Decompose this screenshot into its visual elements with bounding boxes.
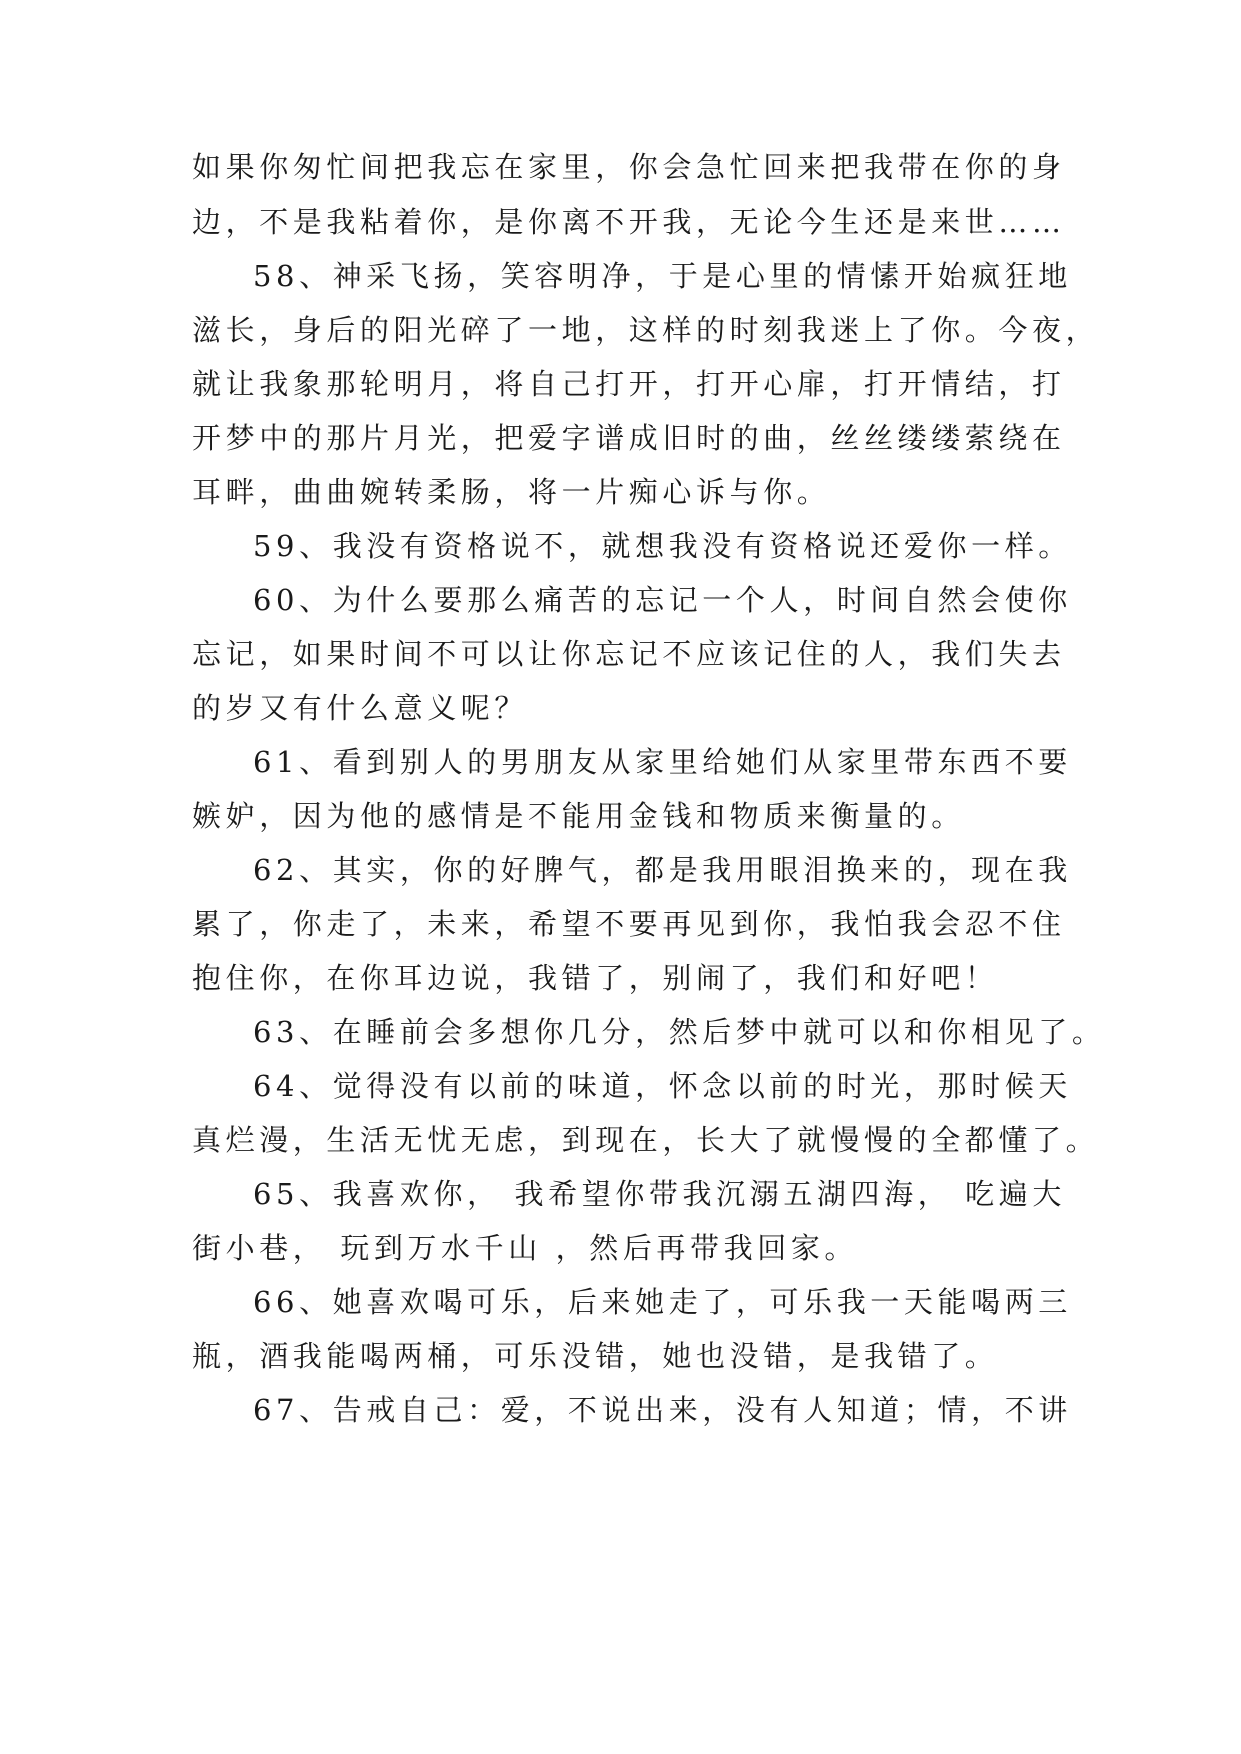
text-line: 65、我喜欢你， 我希望你带我沉溺五湖四海， 吃遍大 <box>253 1177 1066 1211</box>
text-line: 街小巷， 玩到万水千山 ，然后再带我回家。 <box>192 1231 859 1265</box>
text-line: 63、在睡前会多想你几分，然后梦中就可以和你相见了。 <box>253 1015 1106 1049</box>
text-line: 开梦中的那片月光，把爱字谱成旧时的曲，丝丝缕缕萦绕在 <box>192 421 1066 455</box>
text-line: 瓶，酒我能喝两桶，可乐没错，她也没错，是我错了。 <box>192 1339 999 1373</box>
text-line: 忘记，如果时间不可以让你忘记不应该记住的人，我们失去 <box>192 637 1066 671</box>
text-line: 如果你匆忙间把我忘在家里，你会急忙回来把我带在你的身 <box>192 150 1066 184</box>
text-line: 边，不是我粘着你，是你离不开我，无论今生还是来世…… <box>192 205 1066 239</box>
text-line: 66、她喜欢喝可乐，后来她走了，可乐我一天能喝两三 <box>253 1285 1072 1319</box>
text-line: 耳畔，曲曲婉转柔肠，将一片痴心诉与你。 <box>192 475 831 509</box>
text-line: 58、神采飞扬，笑容明净，于是心里的情愫开始疯狂地 <box>253 259 1072 293</box>
text-line: 累了，你走了，未来，希望不要再见到你，我怕我会忍不住 <box>192 907 1066 941</box>
text-line: 59、我没有资格说不，就想我没有资格说还爱你一样。 <box>253 529 1072 563</box>
text-line: 61、看到别人的男朋友从家里给她们从家里带东西不要 <box>253 745 1072 779</box>
text-line: 就让我象那轮明月，将自己打开，打开心扉，打开情结，打 <box>192 367 1066 401</box>
text-line: 滋长，身后的阳光碎了一地，这样的时刻我迷上了你。今夜， <box>192 313 1100 347</box>
text-line: 嫉妒，因为他的感情是不能用金钱和物质来衡量的。 <box>192 799 965 833</box>
text-line: 60、为什么要那么痛苦的忘记一个人，时间自然会使你 <box>253 583 1072 617</box>
text-line: 64、觉得没有以前的味道，怀念以前的时光，那时候天 <box>253 1069 1072 1103</box>
text-line: 真烂漫，生活无忧无虑，到现在，长大了就慢慢的全都懂了。 <box>192 1123 1100 1157</box>
text-line: 的岁又有什么意义呢？ <box>192 691 529 725</box>
text-line: 62、其实，你的好脾气，都是我用眼泪换来的，现在我 <box>253 853 1072 887</box>
text-line: 67、告戒自己：爱，不说出来，没有人知道；情，不讲 <box>253 1393 1072 1427</box>
text-line: 抱住你，在你耳边说，我错了，别闹了，我们和好吧！ <box>192 961 999 995</box>
